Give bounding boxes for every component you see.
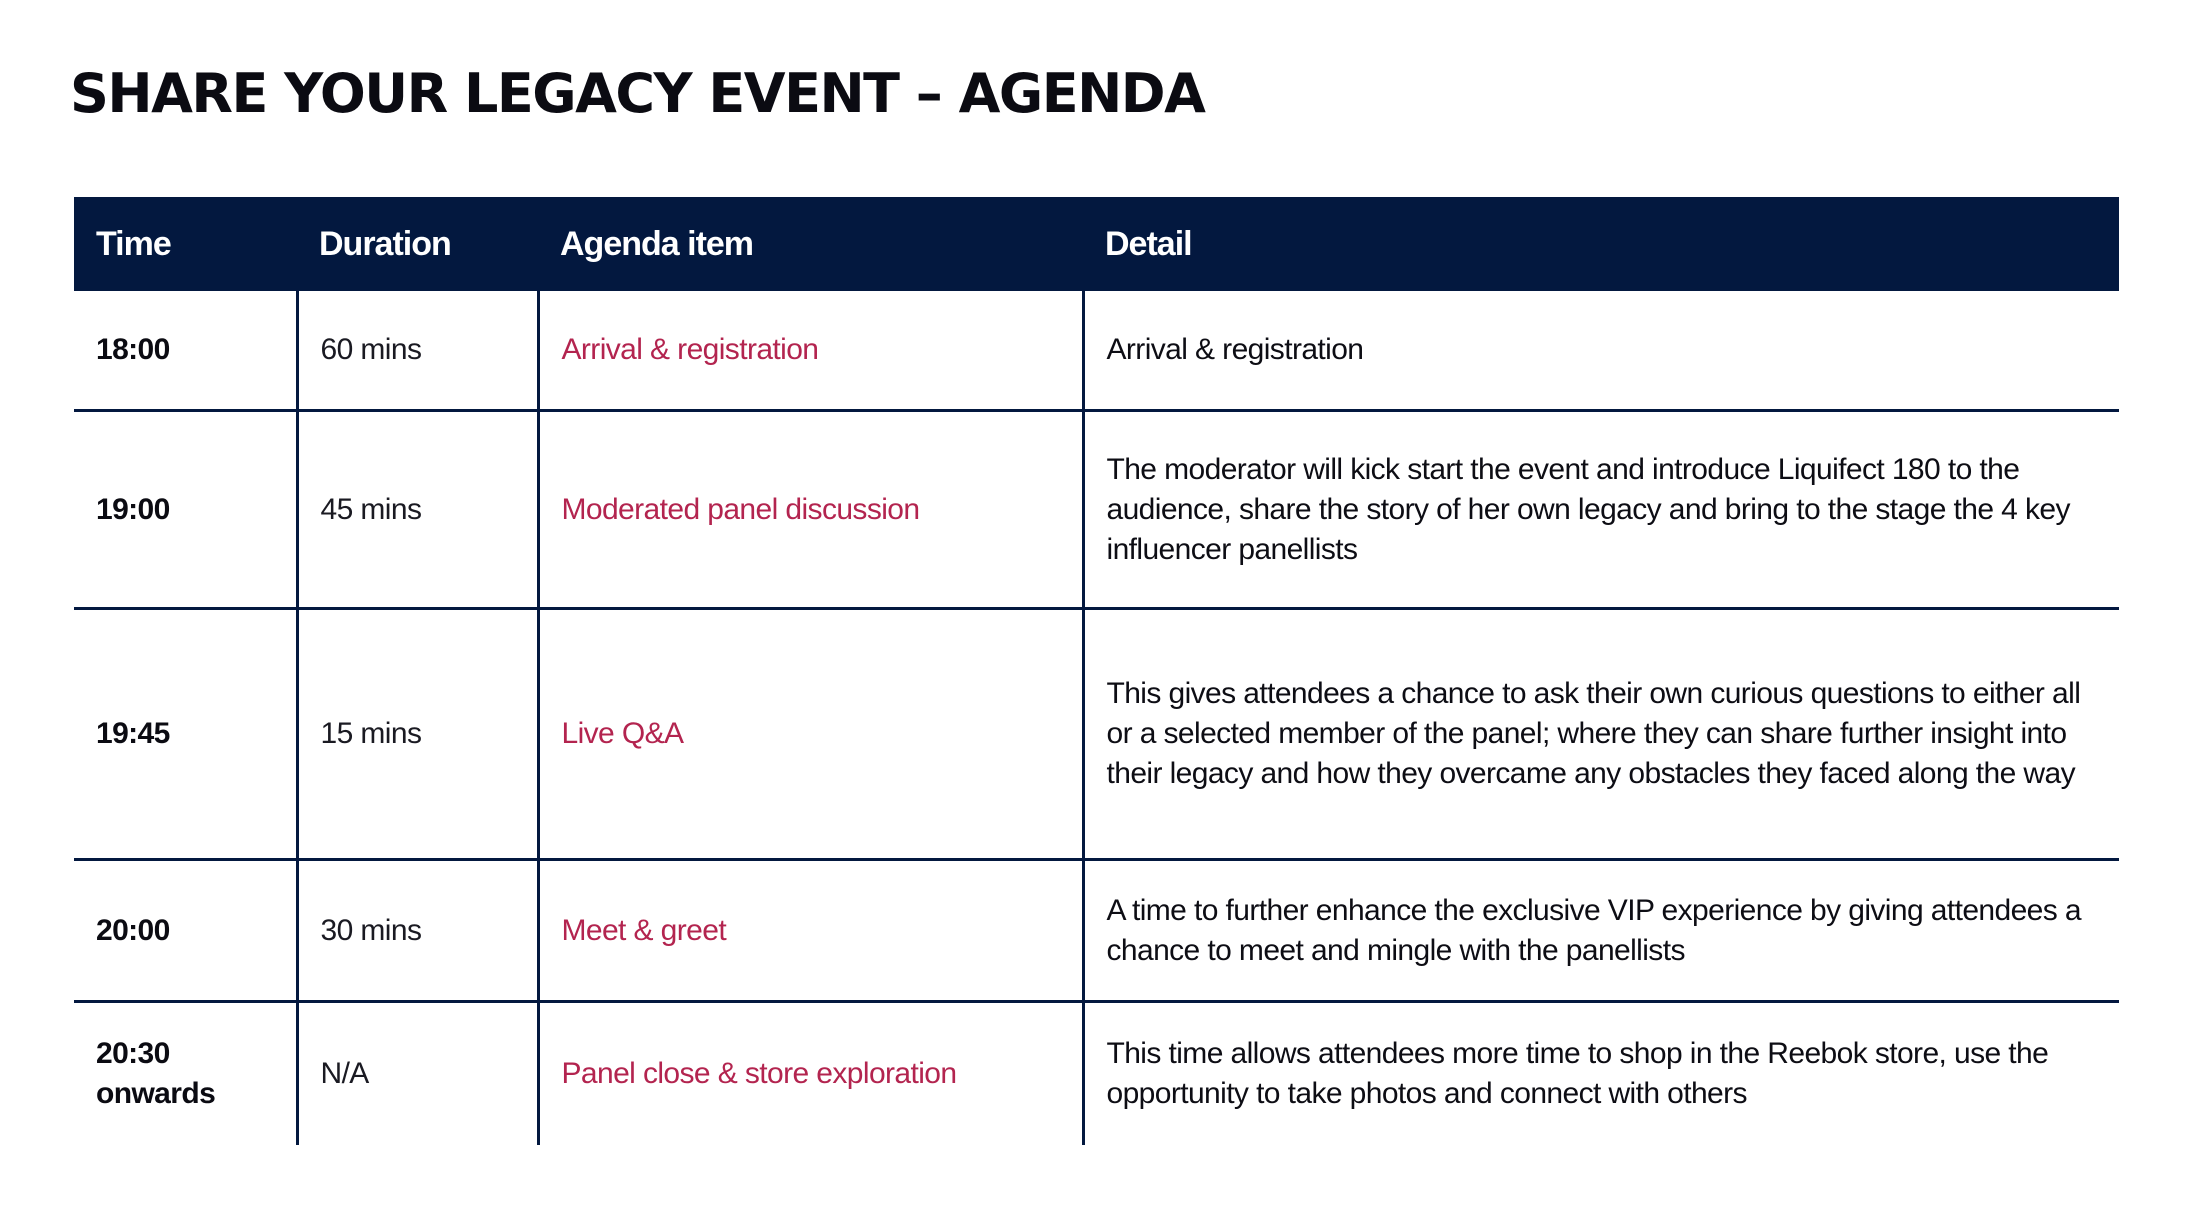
duration-cell: 15 mins [297, 609, 538, 860]
column-header-agenda-item: Agenda item [538, 197, 1083, 291]
column-header-duration: Duration [297, 197, 538, 291]
table-row [74, 609, 2119, 860]
agenda-item-cell: Meet & greet [538, 860, 1083, 1002]
detail-cell: Arrival & registration [1083, 291, 2119, 411]
duration-cell: N/A [297, 1002, 538, 1146]
duration-cell: 30 mins [297, 860, 538, 1002]
time-cell: 19:00 [74, 411, 297, 609]
duration-cell: 60 mins [297, 291, 538, 411]
agenda-item-cell: Moderated panel discussion [538, 411, 1083, 609]
time-cell: 20:00 [74, 860, 297, 1002]
agenda-item-cell: Panel close & store exploration [538, 1002, 1083, 1146]
page-title: SHARE YOUR LEGACY EVENT – AGENDA [70, 62, 1205, 125]
table-row [74, 1002, 2119, 1146]
time-cell: 19:45 [74, 609, 297, 860]
time-cell: 20:30 onwards [96, 1037, 216, 1110]
table-header-row [74, 197, 2119, 291]
detail-cell: This gives attendees a chance to ask their own curious questions to either all or a selected member of the panel; where they can share further insight into their legacy and how they overcame any obstacles they faced along the way [1083, 609, 2119, 860]
table-body [74, 291, 2119, 1145]
detail-cell: The moderator will kick start the event and introduce Liquifect 180 to the audience, share the story of her own legacy and bring to the stage the 4 key influencer panellists [1083, 411, 2119, 609]
agenda-table [74, 197, 2119, 1145]
column-header-time: Time [74, 197, 297, 291]
table-row [74, 860, 2119, 1002]
detail-cell: This time allows attendees more time to shop in the Reebok store, use the opportunity to take photos and connect with others [1083, 1002, 2119, 1146]
table-row [74, 291, 2119, 411]
table-row [74, 411, 2119, 609]
duration-cell: 45 mins [297, 411, 538, 609]
time-cell: 18:00 [74, 291, 297, 411]
agenda-item-cell: Live Q&A [538, 609, 1083, 860]
table-header [74, 197, 2119, 291]
column-header-detail: Detail [1083, 197, 2119, 291]
detail-cell: A time to further enhance the exclusive VIP experience by giving attendees a chance to meet and mingle with the panellists [1083, 860, 2119, 1002]
agenda-item-cell: Arrival & registration [538, 291, 1083, 411]
